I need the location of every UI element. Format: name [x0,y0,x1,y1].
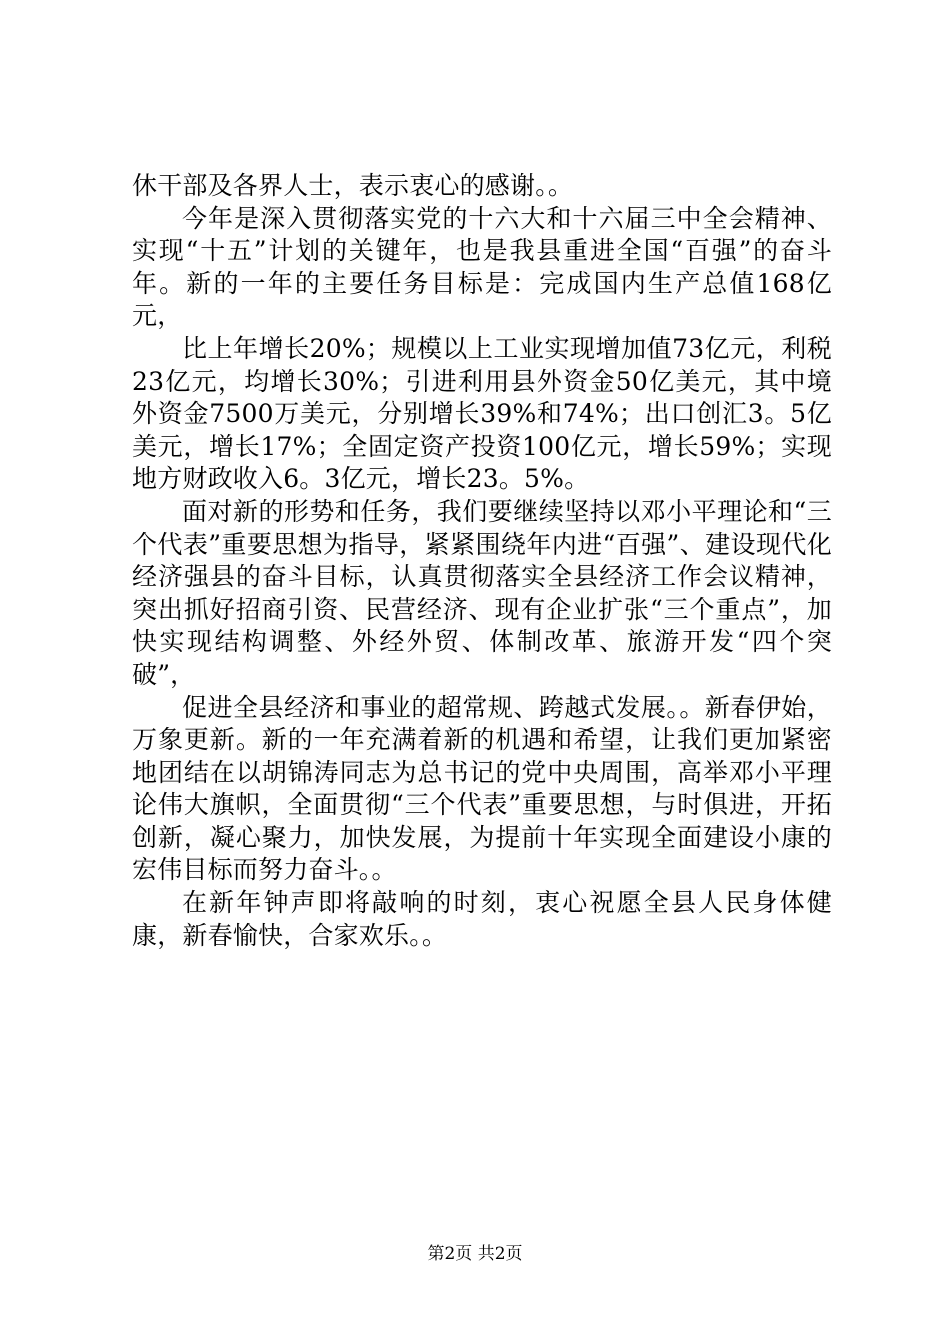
page-number-footer: 第2页 共2页 [427,1244,523,1264]
paragraph-development-call: 促进全县经济和事业的超常规、跨越式发展。。新春伊始，万象更新。新的一年充满着新的机遇和希望，让我们更加紧密地团结在以胡锦涛同志为总书记的党中央周围，高举邓小平理论伟大旗帜，全面贯彻“三个代表”重要思想，与时俱进，开拓创新，凝心聚力，加快发展，为提前十年实现全面建设小康的宏伟目标而努力奋斗。。 [132,692,832,885]
paragraph-new-year-wishes: 在新年钟声即将敲响的时刻，衷心祝愿全县人民身体健康，新春愉快，合家欢乐。。 [132,888,832,950]
paragraph-growth-targets: 比上年增长20%；规模以上工业实现增加值73亿元，利税23亿元，均增长30%；引进利用县外资金50亿美元，其中境外资金7500万美元，分别增长39%和74%；出口创汇3。5亿美元，增长17%；全固定资产投资100亿元，增长59%；实现地方财政收入6。3亿元，增长23。5%。 [132,333,832,494]
paragraph-annual-goals: 今年是深入贯彻落实党的十六大和十六届三中全会精神、实现“十五”计划的关键年，也是我县重进全国“百强”的奋斗年。新的一年的主要任务目标是：完成国内生产总值168亿元， [132,203,832,331]
document-body [132,170,832,952]
paragraph-continuation: 休干部及各界人士，表示衷心的感谢。。 [132,171,574,200]
paragraph-guiding-principles: 面对新的形势和任务，我们要继续坚持以邓小平理论和“三个代表”重要思想为指导，紧紧围绕年内进“百强”、建设现代化经济强县的奋斗目标，认真贯彻落实全县经济工作会议精神，突出抓好招商引资、民营经济、现有企业扩张“三个重点”，加快实现结构调整、外经外贸、体制改革、旅游开发“四个突破”， [132,496,832,689]
